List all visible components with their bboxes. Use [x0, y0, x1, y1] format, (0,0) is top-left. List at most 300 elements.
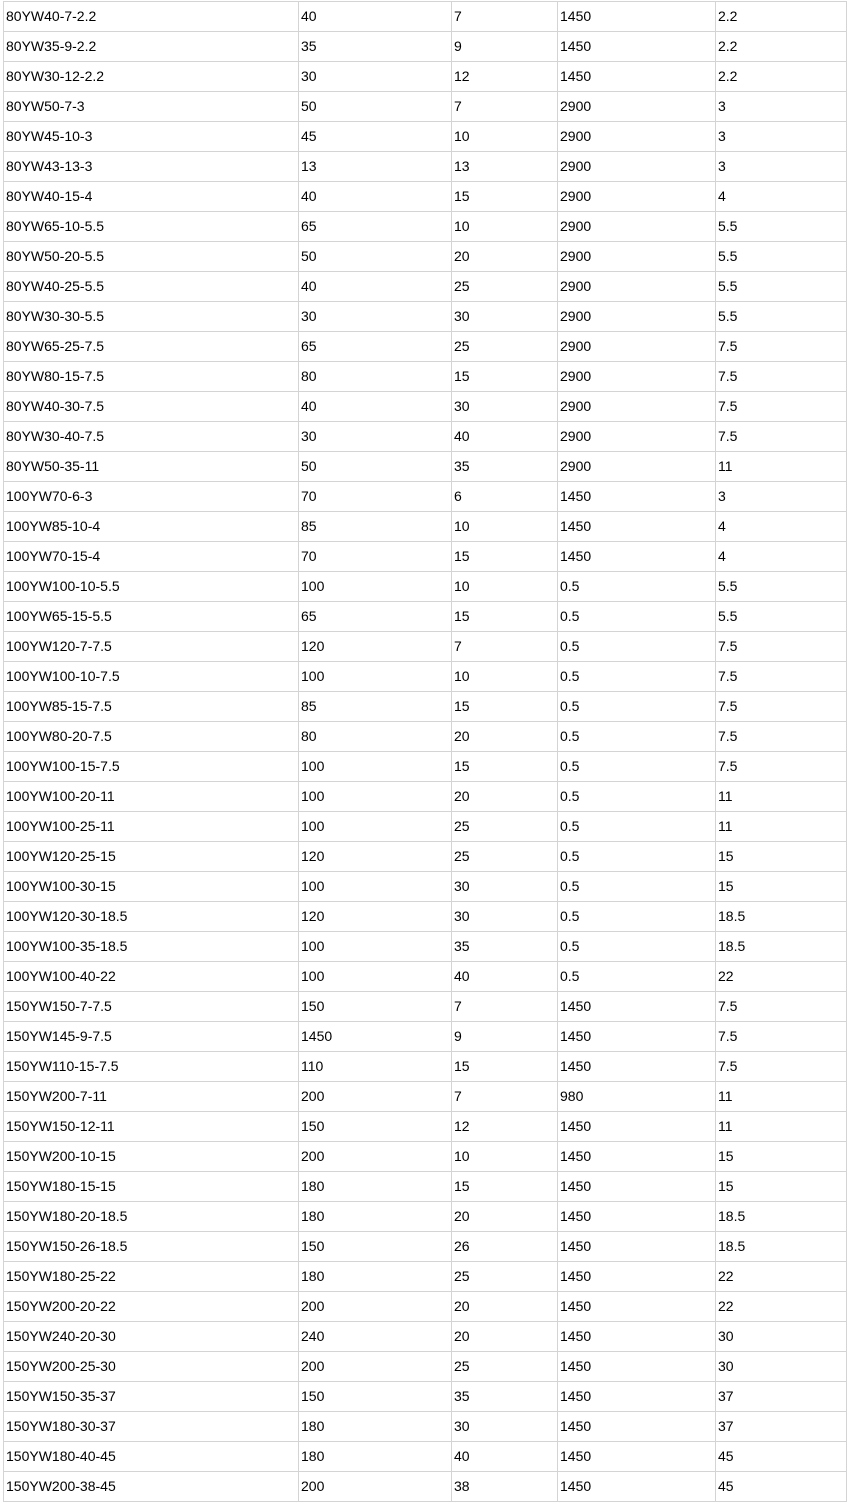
model-cell[interactable]: 100YW120-30-18.5 — [4, 902, 299, 932]
table-row — [4, 332, 847, 362]
head-cell[interactable]: 15 — [452, 1172, 558, 1202]
table-row — [4, 1022, 847, 1052]
flow-cell[interactable]: 45 — [299, 122, 452, 152]
flow-cell[interactable]: 40 — [299, 392, 452, 422]
table-row — [4, 722, 847, 752]
power-cell[interactable]: 7.5 — [716, 692, 847, 722]
power-cell[interactable]: 3 — [716, 122, 847, 152]
speed-cell[interactable]: 0.5 — [558, 932, 716, 962]
flow-cell[interactable]: 100 — [299, 572, 452, 602]
flow-cell[interactable]: 180 — [299, 1442, 452, 1472]
power-cell[interactable]: 4 — [716, 182, 847, 212]
table-row — [4, 542, 847, 572]
head-cell[interactable]: 15 — [452, 752, 558, 782]
speed-cell[interactable]: 1450 — [558, 542, 716, 572]
speed-cell[interactable]: 2900 — [558, 392, 716, 422]
table-row — [4, 632, 847, 662]
model-cell[interactable]: 80YW30-12-2.2 — [4, 62, 299, 92]
flow-cell[interactable]: 13 — [299, 152, 452, 182]
table-row — [4, 662, 847, 692]
table-row — [4, 2, 847, 32]
power-cell[interactable]: 18.5 — [716, 902, 847, 932]
power-cell[interactable]: 30 — [716, 1352, 847, 1382]
speed-cell[interactable]: 0.5 — [558, 962, 716, 992]
table-row — [4, 782, 847, 812]
flow-cell[interactable]: 150 — [299, 992, 452, 1022]
power-cell[interactable]: 5.5 — [716, 602, 847, 632]
model-cell[interactable]: 150YW180-25-22 — [4, 1262, 299, 1292]
model-cell[interactable]: 80YW30-40-7.5 — [4, 422, 299, 452]
table-row — [4, 572, 847, 602]
flow-cell[interactable]: 65 — [299, 602, 452, 632]
speed-cell[interactable]: 1450 — [558, 1112, 716, 1142]
speed-cell[interactable]: 1450 — [558, 62, 716, 92]
power-cell[interactable]: 4 — [716, 512, 847, 542]
head-cell[interactable]: 35 — [452, 452, 558, 482]
speed-cell[interactable]: 1450 — [558, 2, 716, 32]
power-cell[interactable]: 5.5 — [716, 272, 847, 302]
model-cell[interactable]: 150YW180-15-15 — [4, 1172, 299, 1202]
flow-cell[interactable]: 40 — [299, 182, 452, 212]
speed-cell[interactable]: 0.5 — [558, 602, 716, 632]
model-cell[interactable]: 150YW150-7-7.5 — [4, 992, 299, 1022]
speed-cell[interactable]: 0.5 — [558, 722, 716, 752]
model-cell[interactable]: 80YW50-7-3 — [4, 92, 299, 122]
model-cell[interactable]: 100YW100-40-22 — [4, 962, 299, 992]
power-cell[interactable]: 7.5 — [716, 392, 847, 422]
flow-cell[interactable]: 120 — [299, 632, 452, 662]
power-cell[interactable]: 18.5 — [716, 1232, 847, 1262]
head-cell[interactable]: 10 — [452, 662, 558, 692]
flow-cell[interactable]: 150 — [299, 1382, 452, 1412]
model-cell[interactable]: 100YW70-6-3 — [4, 482, 299, 512]
model-cell[interactable]: 150YW150-35-37 — [4, 1382, 299, 1412]
power-cell[interactable]: 15 — [716, 1172, 847, 1202]
speed-cell[interactable]: 0.5 — [558, 872, 716, 902]
table-row — [4, 962, 847, 992]
table-row — [4, 1382, 847, 1412]
flow-cell[interactable]: 180 — [299, 1262, 452, 1292]
head-cell[interactable]: 35 — [452, 932, 558, 962]
head-cell[interactable]: 7 — [452, 632, 558, 662]
speed-cell[interactable]: 1450 — [558, 1172, 716, 1202]
table-row — [4, 1052, 847, 1082]
table-row — [4, 842, 847, 872]
model-cell[interactable]: 100YW100-10-5.5 — [4, 572, 299, 602]
power-cell[interactable]: 5.5 — [716, 212, 847, 242]
flow-cell[interactable]: 40 — [299, 2, 452, 32]
flow-cell[interactable]: 100 — [299, 872, 452, 902]
model-cell[interactable]: 100YW65-15-5.5 — [4, 602, 299, 632]
head-cell[interactable]: 25 — [452, 332, 558, 362]
table-row — [4, 1472, 847, 1502]
speed-cell[interactable]: 2900 — [558, 302, 716, 332]
power-cell[interactable]: 11 — [716, 782, 847, 812]
head-cell[interactable]: 10 — [452, 572, 558, 602]
power-cell[interactable]: 2.2 — [716, 32, 847, 62]
head-cell[interactable]: 40 — [452, 1442, 558, 1472]
speed-cell[interactable]: 2900 — [558, 122, 716, 152]
table-row — [4, 482, 847, 512]
model-cell[interactable]: 150YW200-25-30 — [4, 1352, 299, 1382]
power-cell[interactable]: 7.5 — [716, 632, 847, 662]
power-cell[interactable]: 11 — [716, 452, 847, 482]
flow-cell[interactable]: 180 — [299, 1172, 452, 1202]
model-cell[interactable]: 80YW50-20-5.5 — [4, 242, 299, 272]
head-cell[interactable]: 20 — [452, 1322, 558, 1352]
flow-cell[interactable]: 180 — [299, 1412, 452, 1442]
speed-cell[interactable]: 1450 — [558, 1442, 716, 1472]
power-cell[interactable]: 18.5 — [716, 932, 847, 962]
flow-cell[interactable]: 100 — [299, 932, 452, 962]
speed-cell[interactable]: 1450 — [558, 512, 716, 542]
flow-cell[interactable]: 80 — [299, 722, 452, 752]
power-cell[interactable]: 5.5 — [716, 242, 847, 272]
head-cell[interactable]: 20 — [452, 1292, 558, 1322]
flow-cell[interactable]: 120 — [299, 902, 452, 932]
model-cell[interactable]: 80YW40-15-4 — [4, 182, 299, 212]
speed-cell[interactable]: 2900 — [558, 332, 716, 362]
head-cell[interactable]: 15 — [452, 692, 558, 722]
table-row — [4, 1262, 847, 1292]
speed-cell[interactable]: 0.5 — [558, 842, 716, 872]
head-cell[interactable]: 20 — [452, 782, 558, 812]
model-cell[interactable]: 80YW80-15-7.5 — [4, 362, 299, 392]
head-cell[interactable]: 20 — [452, 242, 558, 272]
flow-cell[interactable]: 70 — [299, 542, 452, 572]
table-row — [4, 1142, 847, 1172]
model-cell[interactable]: 100YW85-15-7.5 — [4, 692, 299, 722]
head-cell[interactable]: 10 — [452, 512, 558, 542]
flow-cell[interactable]: 200 — [299, 1292, 452, 1322]
table-row — [4, 302, 847, 332]
flow-cell[interactable]: 85 — [299, 692, 452, 722]
speed-cell[interactable]: 0.5 — [558, 752, 716, 782]
power-cell[interactable]: 7.5 — [716, 362, 847, 392]
head-cell[interactable]: 30 — [452, 902, 558, 932]
flow-cell[interactable]: 200 — [299, 1082, 452, 1112]
power-cell[interactable]: 7.5 — [716, 752, 847, 782]
power-cell[interactable]: 2.2 — [716, 2, 847, 32]
power-cell[interactable]: 7.5 — [716, 1052, 847, 1082]
flow-cell[interactable]: 100 — [299, 662, 452, 692]
speed-cell[interactable]: 2900 — [558, 182, 716, 212]
model-cell[interactable]: 100YW85-10-4 — [4, 512, 299, 542]
head-cell[interactable]: 15 — [452, 362, 558, 392]
model-cell[interactable]: 100YW100-20-11 — [4, 782, 299, 812]
model-cell[interactable]: 150YW180-20-18.5 — [4, 1202, 299, 1232]
flow-cell[interactable]: 80 — [299, 362, 452, 392]
table-row — [4, 362, 847, 392]
flow-cell[interactable]: 120 — [299, 842, 452, 872]
head-cell[interactable]: 7 — [452, 992, 558, 1022]
table-row — [4, 122, 847, 152]
power-cell[interactable]: 11 — [716, 1082, 847, 1112]
power-cell[interactable]: 22 — [716, 1292, 847, 1322]
power-cell[interactable]: 30 — [716, 1322, 847, 1352]
power-cell[interactable]: 4 — [716, 542, 847, 572]
head-cell[interactable]: 15 — [452, 542, 558, 572]
head-cell[interactable]: 10 — [452, 212, 558, 242]
table-row — [4, 272, 847, 302]
flow-cell[interactable]: 50 — [299, 92, 452, 122]
flow-cell[interactable]: 30 — [299, 62, 452, 92]
flow-cell[interactable]: 100 — [299, 752, 452, 782]
table-row — [4, 1082, 847, 1112]
model-cell[interactable]: 100YW100-15-7.5 — [4, 752, 299, 782]
flow-cell[interactable]: 70 — [299, 482, 452, 512]
speed-cell[interactable]: 0.5 — [558, 782, 716, 812]
power-cell[interactable]: 3 — [716, 92, 847, 122]
flow-cell[interactable]: 100 — [299, 782, 452, 812]
power-cell[interactable]: 7.5 — [716, 1022, 847, 1052]
power-cell[interactable]: 7.5 — [716, 662, 847, 692]
speed-cell[interactable]: 1450 — [558, 1382, 716, 1412]
power-cell[interactable]: 3 — [716, 482, 847, 512]
head-cell[interactable]: 10 — [452, 1142, 558, 1172]
table-row — [4, 602, 847, 632]
model-cell[interactable]: 80YW35-9-2.2 — [4, 32, 299, 62]
head-cell[interactable]: 25 — [452, 842, 558, 872]
model-cell[interactable]: 100YW100-30-15 — [4, 872, 299, 902]
head-cell[interactable]: 15 — [452, 182, 558, 212]
power-cell[interactable]: 22 — [716, 1262, 847, 1292]
table-row — [4, 992, 847, 1022]
power-cell[interactable]: 15 — [716, 1142, 847, 1172]
power-cell[interactable]: 7.5 — [716, 332, 847, 362]
head-cell[interactable]: 20 — [452, 1202, 558, 1232]
speed-cell[interactable]: 2900 — [558, 92, 716, 122]
model-cell[interactable]: 80YW43-13-3 — [4, 152, 299, 182]
power-cell[interactable]: 3 — [716, 152, 847, 182]
power-cell[interactable]: 2.2 — [716, 62, 847, 92]
model-cell[interactable]: 150YW200-20-22 — [4, 1292, 299, 1322]
model-cell[interactable]: 80YW45-10-3 — [4, 122, 299, 152]
power-cell[interactable]: 7.5 — [716, 992, 847, 1022]
model-cell[interactable]: 150YW200-10-15 — [4, 1142, 299, 1172]
power-cell[interactable]: 45 — [716, 1442, 847, 1472]
model-cell[interactable]: 100YW70-15-4 — [4, 542, 299, 572]
model-cell[interactable]: 80YW40-30-7.5 — [4, 392, 299, 422]
power-cell[interactable]: 22 — [716, 962, 847, 992]
head-cell[interactable]: 13 — [452, 152, 558, 182]
model-cell[interactable]: 150YW145-9-7.5 — [4, 1022, 299, 1052]
table-row — [4, 182, 847, 212]
table-row — [4, 32, 847, 62]
power-cell[interactable]: 18.5 — [716, 1202, 847, 1232]
model-cell[interactable]: 80YW65-25-7.5 — [4, 332, 299, 362]
model-cell[interactable]: 150YW180-30-37 — [4, 1412, 299, 1442]
head-cell[interactable]: 9 — [452, 32, 558, 62]
head-cell[interactable]: 40 — [452, 422, 558, 452]
pump-spec-table — [3, 1, 847, 1502]
power-cell[interactable]: 7.5 — [716, 422, 847, 452]
table-row — [4, 932, 847, 962]
speed-cell[interactable]: 0.5 — [558, 632, 716, 662]
head-cell[interactable]: 15 — [452, 602, 558, 632]
head-cell[interactable]: 25 — [452, 812, 558, 842]
head-cell[interactable]: 7 — [452, 92, 558, 122]
model-cell[interactable]: 80YW40-7-2.2 — [4, 2, 299, 32]
head-cell[interactable]: 9 — [452, 1022, 558, 1052]
table-row — [4, 1292, 847, 1322]
speed-cell[interactable]: 1450 — [558, 1352, 716, 1382]
table-row — [4, 422, 847, 452]
model-cell[interactable]: 150YW150-26-18.5 — [4, 1232, 299, 1262]
speed-cell[interactable]: 1450 — [558, 1292, 716, 1322]
speed-cell[interactable]: 2900 — [558, 212, 716, 242]
speed-cell[interactable]: 1450 — [558, 1052, 716, 1082]
speed-cell[interactable]: 2900 — [558, 242, 716, 272]
speed-cell[interactable]: 1450 — [558, 1142, 716, 1172]
speed-cell[interactable]: 2900 — [558, 452, 716, 482]
speed-cell[interactable]: 1450 — [558, 482, 716, 512]
flow-cell[interactable]: 65 — [299, 212, 452, 242]
power-cell[interactable]: 37 — [716, 1412, 847, 1442]
speed-cell[interactable]: 1450 — [558, 1202, 716, 1232]
model-cell[interactable]: 100YW100-10-7.5 — [4, 662, 299, 692]
table-row — [4, 1172, 847, 1202]
table-row — [4, 452, 847, 482]
head-cell[interactable]: 12 — [452, 1112, 558, 1142]
speed-cell[interactable]: 1450 — [558, 1412, 716, 1442]
head-cell[interactable]: 20 — [452, 722, 558, 752]
model-cell[interactable]: 100YW80-20-7.5 — [4, 722, 299, 752]
power-cell[interactable]: 15 — [716, 842, 847, 872]
power-cell[interactable]: 45 — [716, 1472, 847, 1502]
flow-cell[interactable]: 65 — [299, 332, 452, 362]
table-row — [4, 692, 847, 722]
model-cell[interactable]: 80YW65-10-5.5 — [4, 212, 299, 242]
speed-cell[interactable]: 0.5 — [558, 902, 716, 932]
head-cell[interactable]: 35 — [452, 1382, 558, 1412]
flow-cell[interactable]: 200 — [299, 1472, 452, 1502]
model-cell[interactable]: 80YW40-25-5.5 — [4, 272, 299, 302]
head-cell[interactable]: 25 — [452, 1262, 558, 1292]
head-cell[interactable]: 25 — [452, 1352, 558, 1382]
speed-cell[interactable]: 2900 — [558, 272, 716, 302]
speed-cell[interactable]: 1450 — [558, 1232, 716, 1262]
speed-cell[interactable]: 1450 — [558, 1472, 716, 1502]
pump-spec-table-body — [4, 2, 847, 1502]
table-row — [4, 902, 847, 932]
speed-cell[interactable]: 2900 — [558, 422, 716, 452]
flow-cell[interactable]: 240 — [299, 1322, 452, 1352]
flow-cell[interactable]: 30 — [299, 302, 452, 332]
speed-cell[interactable]: 1450 — [558, 1322, 716, 1352]
speed-cell[interactable]: 0.5 — [558, 572, 716, 602]
head-cell[interactable]: 7 — [452, 1082, 558, 1112]
table-row — [4, 752, 847, 782]
flow-cell[interactable]: 40 — [299, 272, 452, 302]
head-cell[interactable]: 40 — [452, 962, 558, 992]
head-cell[interactable]: 26 — [452, 1232, 558, 1262]
table-row — [4, 212, 847, 242]
flow-cell[interactable]: 200 — [299, 1142, 452, 1172]
power-cell[interactable]: 5.5 — [716, 572, 847, 602]
head-cell[interactable]: 30 — [452, 872, 558, 902]
speed-cell[interactable]: 0.5 — [558, 812, 716, 842]
table-row — [4, 1322, 847, 1352]
power-cell[interactable]: 11 — [716, 812, 847, 842]
speed-cell[interactable]: 0.5 — [558, 662, 716, 692]
flow-cell[interactable]: 100 — [299, 962, 452, 992]
model-cell[interactable]: 150YW150-12-11 — [4, 1112, 299, 1142]
flow-cell[interactable]: 30 — [299, 422, 452, 452]
model-cell[interactable]: 100YW100-25-11 — [4, 812, 299, 842]
speed-cell[interactable]: 1450 — [558, 992, 716, 1022]
speed-cell[interactable]: 980 — [558, 1082, 716, 1112]
table-row — [4, 242, 847, 272]
flow-cell[interactable]: 1450 — [299, 1022, 452, 1052]
table-row — [4, 812, 847, 842]
speed-cell[interactable]: 2900 — [558, 152, 716, 182]
flow-cell[interactable]: 100 — [299, 812, 452, 842]
flow-cell[interactable]: 200 — [299, 1352, 452, 1382]
head-cell[interactable]: 7 — [452, 2, 558, 32]
model-cell[interactable]: 150YW110-15-7.5 — [4, 1052, 299, 1082]
speed-cell[interactable]: 1450 — [558, 1262, 716, 1292]
head-cell[interactable]: 30 — [452, 1412, 558, 1442]
model-cell[interactable]: 100YW120-7-7.5 — [4, 632, 299, 662]
model-cell[interactable]: 150YW180-40-45 — [4, 1442, 299, 1472]
table-row — [4, 392, 847, 422]
head-cell[interactable]: 38 — [452, 1472, 558, 1502]
table-row — [4, 152, 847, 182]
speed-cell[interactable]: 1450 — [558, 32, 716, 62]
model-cell[interactable]: 100YW120-25-15 — [4, 842, 299, 872]
table-row — [4, 1202, 847, 1232]
head-cell[interactable]: 6 — [452, 482, 558, 512]
model-cell[interactable]: 150YW200-7-11 — [4, 1082, 299, 1112]
speed-cell[interactable]: 0.5 — [558, 692, 716, 722]
table-row — [4, 512, 847, 542]
flow-cell[interactable]: 150 — [299, 1232, 452, 1262]
model-cell[interactable]: 150YW200-38-45 — [4, 1472, 299, 1502]
model-cell[interactable]: 80YW30-30-5.5 — [4, 302, 299, 332]
flow-cell[interactable]: 50 — [299, 452, 452, 482]
flow-cell[interactable]: 50 — [299, 242, 452, 272]
head-cell[interactable]: 15 — [452, 1052, 558, 1082]
table-row — [4, 872, 847, 902]
head-cell[interactable]: 30 — [452, 392, 558, 422]
power-cell[interactable]: 37 — [716, 1382, 847, 1412]
flow-cell[interactable]: 150 — [299, 1112, 452, 1142]
flow-cell[interactable]: 85 — [299, 512, 452, 542]
model-cell[interactable]: 150YW240-20-30 — [4, 1322, 299, 1352]
head-cell[interactable]: 12 — [452, 62, 558, 92]
table-row — [4, 1352, 847, 1382]
flow-cell[interactable]: 35 — [299, 32, 452, 62]
model-cell[interactable]: 80YW50-35-11 — [4, 452, 299, 482]
model-cell[interactable]: 100YW100-35-18.5 — [4, 932, 299, 962]
power-cell[interactable]: 15 — [716, 872, 847, 902]
head-cell[interactable]: 10 — [452, 122, 558, 152]
table-row — [4, 1112, 847, 1142]
speed-cell[interactable]: 2900 — [558, 362, 716, 392]
head-cell[interactable]: 25 — [452, 272, 558, 302]
table-row — [4, 92, 847, 122]
speed-cell[interactable]: 1450 — [558, 1022, 716, 1052]
power-cell[interactable]: 11 — [716, 1112, 847, 1142]
flow-cell[interactable]: 110 — [299, 1052, 452, 1082]
flow-cell[interactable]: 180 — [299, 1202, 452, 1232]
table-row — [4, 1412, 847, 1442]
power-cell[interactable]: 7.5 — [716, 722, 847, 752]
head-cell[interactable]: 30 — [452, 302, 558, 332]
table-row — [4, 62, 847, 92]
power-cell[interactable]: 5.5 — [716, 302, 847, 332]
